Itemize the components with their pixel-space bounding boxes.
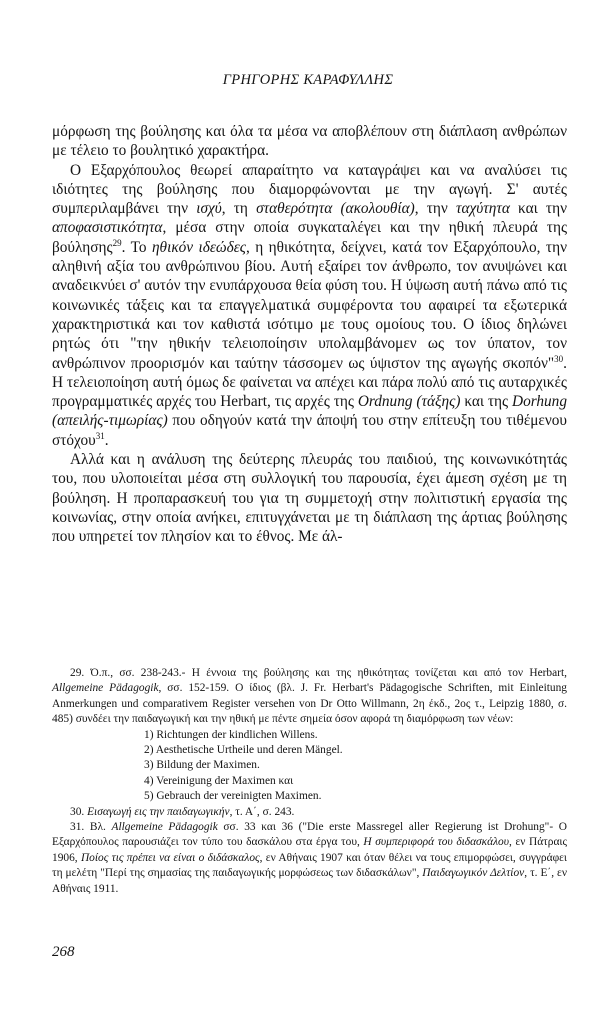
footnote-31 <box>52 820 567 897</box>
text-run: που οδηγούν κατά την άποψή του στην επίτευξη του τιθέμενου στόχου <box>52 412 567 449</box>
text-run: . <box>104 431 109 449</box>
emphasis: ισχύ <box>196 200 222 218</box>
text-run: , τ. Α΄, σ. 243. <box>229 805 295 818</box>
page-number: 268 <box>52 944 75 960</box>
text-run: . Η τελειοποίηση αυτή όμως δε φαίνεται να απέχει και πάρα πολύ από τις αυταρχικές προγραμματικές αρχές του Herbart, τις αρχές της <box>52 354 567 411</box>
text-run: , εν Αθήναις 1907 και όταν θέλει να τους επιμορφώσει, συγγράφει τη μελέτη "Περί της σημασίας της παιδαγωγικής μορφώσεως των διδασκάλων", <box>52 851 567 880</box>
list-item: 1) Richtungen der kindlichen Willens. <box>144 728 318 741</box>
list-item: 3) Bildung der Maximen. <box>144 759 260 772</box>
list-item: 5) Gebrauch der vereinigten Maximen. <box>144 790 322 803</box>
emphasis: Allgemeine Pädagogik <box>111 821 218 834</box>
list-item: 2) Aesthetische Urtheile und deren Mängel. <box>144 744 343 757</box>
emphasis: Allgemeine Pädagogik <box>52 682 159 695</box>
text-run: 30. <box>70 805 88 818</box>
footnote-30 <box>52 805 567 820</box>
emphasis: αποφασιστικότητα <box>52 219 163 237</box>
footnote-29 <box>52 666 567 728</box>
text-run: , η ηθικότητα, δείχνει, κατά τον Εξαρχόπουλο, την αληθινή αξία του ανθρώπινου βίου. Αυτή εξαίρει τον άνθρωπο, τον ανυψώνει και αναδεικνύει σ' αυτόν την ενυπάρχουσα θεία φύση του. Η ύψωση αυτή πάνω από τις κοινωνικές τάξεις και τα επαγγελματικά συμφέροντα του αφαιρεί τα εξωτερικά χαρακτηριστικά και τον καθιστά ισότιμο με τους ομοίους του. Ο ίδιος δηλώνει ρητώς ότι "την ηθικήν τελειοποίησιν υπολαμβάνομεν ως τον ύπατον, τον ανθρώπινον προορισμόν και ταύτην τάσσομεν ως ύψιστον της αγωγής σκοπόν" <box>52 238 567 372</box>
text-run: 31. Βλ. <box>70 821 112 834</box>
footnote-ref-31[interactable]: 31 <box>95 430 105 441</box>
paragraph-1: μόρφωση της βούλησης και όλα τα μέσα να αποβλέπουν στη διάπλαση ανθρώπων με τέλειο το βουλητικό χαρακτήρα. <box>52 123 567 160</box>
emphasis: Η συμπεριφορά του διδασκάλου <box>363 836 509 849</box>
text-run: σσ. 33 και 36 ("Die erste Massregel aller Regierung ist Drohung"- Ο Εξαρχόπουλος παρουσιάζει τον τύπο του δασκάλου στα έργα του, <box>52 821 567 849</box>
footnote-29-list <box>52 728 567 805</box>
emphasis: σταθερότητα (ακολουθία) <box>256 200 415 218</box>
footnote-ref-29[interactable]: 29 <box>112 237 122 248</box>
text-run: , εν Πάτραις 1906, <box>52 836 567 864</box>
paragraph-2 <box>52 161 567 450</box>
text-run: , τ. Ε΄, εν Αθήναις 1911. <box>52 867 567 895</box>
paragraph-3: Αλλά και η ανάλυση της δεύτερης πλευράς του παιδιού, της κοινωνικότητάς του, που υλοποιείται μέσα στη συλλογική του παρουσία, έχει άμεση σχέση με τη βούληση. Η προπαρασκευή του για τη συμμετοχή στην πολιτιστική εργασία της κοινωνίας, στην οποία ανήκει, επιτυγχάνεται με τη διάπλαση της άρτιας βούλησης που υπηρετεί τον πλησίον και το έθνος. Με άλ- <box>52 451 567 546</box>
text-run: και της <box>460 393 513 411</box>
footnotes <box>52 666 567 897</box>
text-run: . Το <box>121 238 152 256</box>
text-run: , σσ. 152-159. Ο ίδιος (βλ. J. Fr. Herbart's Pädagogische Schriften, mit Einleitung Anmerkungen und comparativem Register versehen von Dr Otto Willmann, 2η έκδ., 2ος τ., Leipzig 1880, σ. 485) συνδέει την παιδαγωγική και την ηθική με πέντε σημεία όσον αφορά τη διαμόρφωση των νέων: <box>52 682 567 726</box>
text-run: , τη <box>221 200 257 218</box>
emphasis: Εισαγωγή εις την παιδαγωγικήν <box>87 805 230 818</box>
emphasis: Ποίος τις πρέπει να είναι ο διδάσκαλος <box>80 851 260 864</box>
text-run: 29. Ό.π., σσ. 238-243.- Η έννοια της βούλησης και της ηθικότητας τονίζεται και από τον Herbart, <box>70 667 567 679</box>
main-text <box>52 122 567 547</box>
running-header: ΓΡΗΓΟΡΗΣ ΚΑΡΑΦΥΛΛΗΣ <box>222 72 394 88</box>
text-run: Ο Εξαρχόπουλος θεωρεί απαραίτητο να καταγράψει και να αναλύσει τις ιδιότητες της βούλησης που διαμορφώνονται με την αγωγή. Σ' αυτές συμπεριλαμβάνει την <box>52 161 567 218</box>
text-run: , μέσα στην οποία συγκαταλέγει και την ηθική πλευρά της βούλησης <box>52 219 567 256</box>
footnote-ref-30[interactable]: 30 <box>554 353 564 364</box>
text-run: , την <box>414 200 457 218</box>
emphasis: Ordnung (τάξης) <box>357 393 461 411</box>
emphasis: Dorhung (απειλής-τιμωρίας) <box>52 393 567 430</box>
text-run: και την <box>509 200 567 218</box>
emphasis: Παιδαγωγικόν Δελτίον <box>422 867 525 880</box>
emphasis: ταχύτητα <box>456 200 510 218</box>
emphasis: ηθικόν ιδεώδες <box>151 238 246 256</box>
list-item: 4) Vereinigung der Maximen και <box>144 774 294 787</box>
